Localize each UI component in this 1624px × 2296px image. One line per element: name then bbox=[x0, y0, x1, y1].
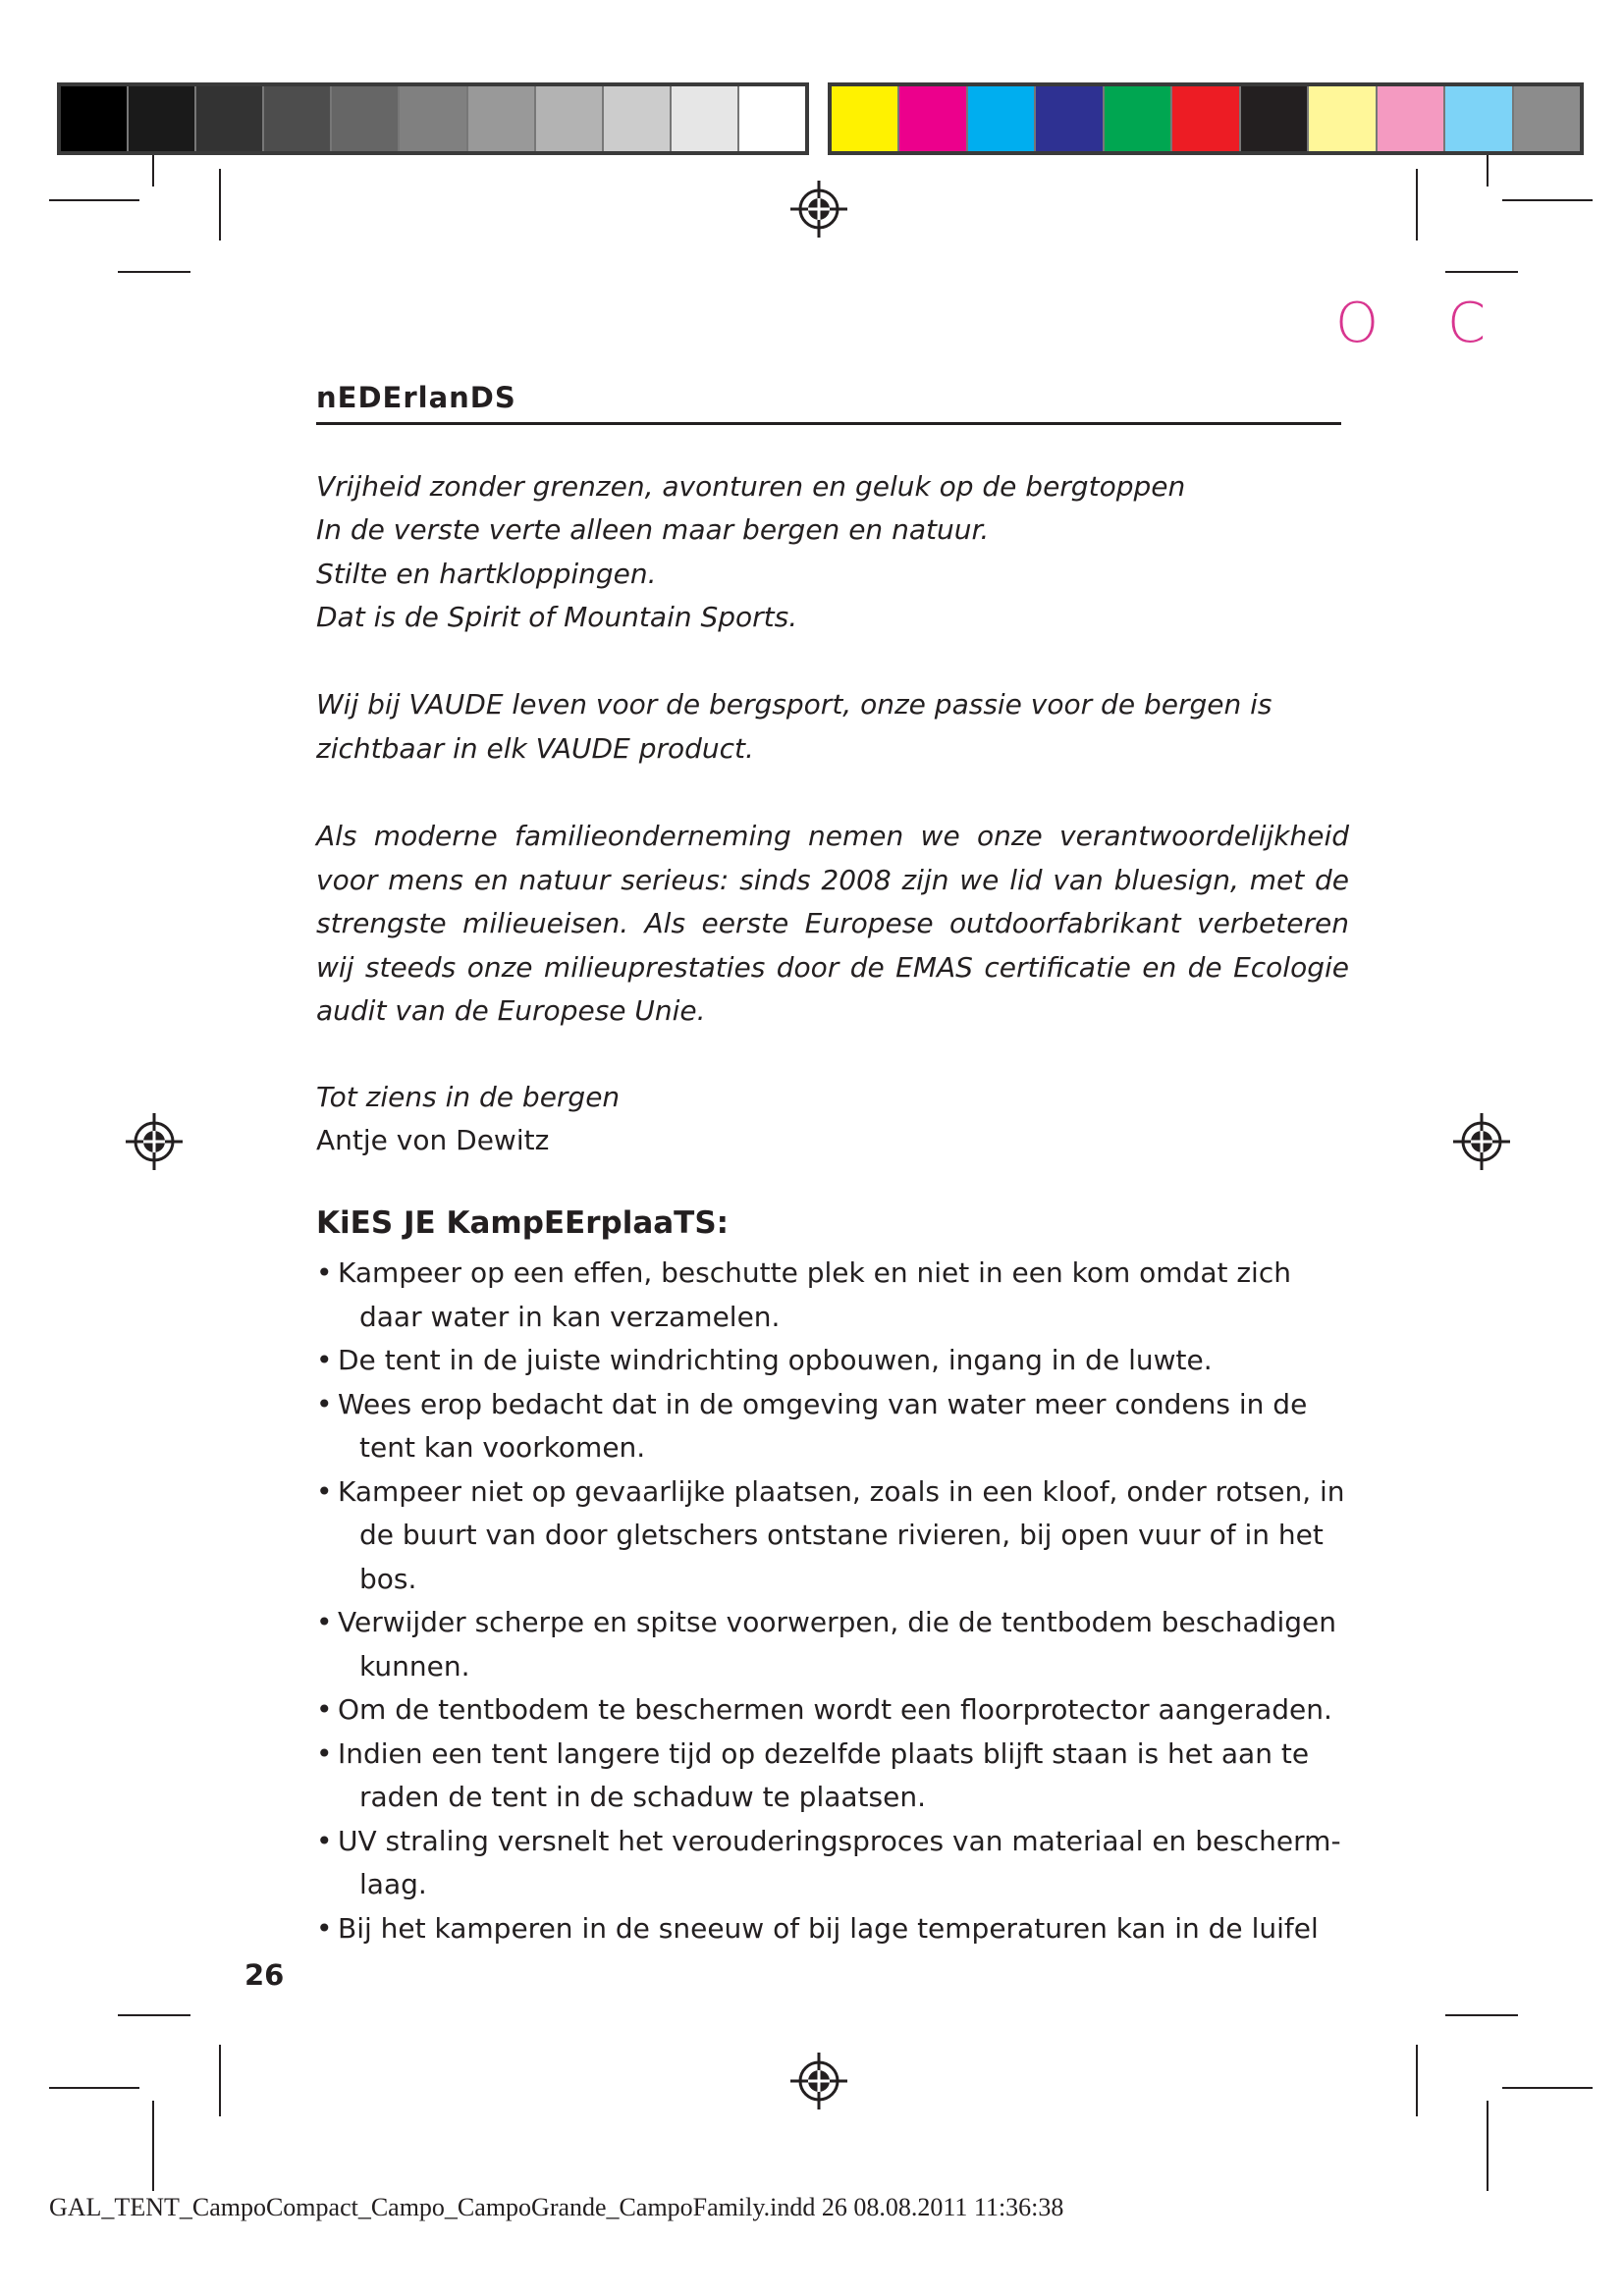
color-swatch bbox=[196, 86, 264, 151]
list-item: • Kampeer niet op gevaarlijke plaatsen, zoals in een kloof, onder rotsen, in de buurt van door gletschers ontstane rivieren, bij open vuur of in het bos. bbox=[316, 1470, 1357, 1602]
color-swatch bbox=[672, 86, 739, 151]
list-item: • Verwijder scherpe en spitse voorwerpen, die de tentbodem beschadigen kunnen. bbox=[316, 1601, 1357, 1688]
color-swatch bbox=[332, 86, 400, 151]
crop-mark bbox=[118, 2014, 190, 2016]
registration-mark-icon bbox=[1451, 1111, 1512, 1172]
color-swatch bbox=[61, 86, 129, 151]
corner-letter-o: O bbox=[1335, 292, 1380, 355]
color-swatch bbox=[1036, 86, 1104, 151]
list-item: • Kampeer op een effen, beschutte plek en niet in een kom omdat zich daar water in kan verzamelen. bbox=[316, 1252, 1357, 1339]
crop-mark bbox=[1502, 199, 1593, 201]
section-heading: nEDErlanDS bbox=[316, 381, 516, 414]
color-swatch bbox=[468, 86, 536, 151]
crop-mark bbox=[1416, 169, 1418, 240]
crop-mark bbox=[152, 2101, 154, 2191]
crop-mark bbox=[49, 199, 139, 201]
crop-mark bbox=[1487, 2101, 1489, 2191]
color-swatch bbox=[264, 86, 332, 151]
crop-mark bbox=[49, 2087, 139, 2089]
list-item: • Indien een tent langere tijd op dezelfde plaats blijft staan is het aan te raden de tent in de schaduw te plaatsen. bbox=[316, 1733, 1357, 1820]
list-item: • UV straling versnelt het verouderingsproces van materiaal en bescherm-laag. bbox=[316, 1820, 1357, 1907]
color-swatch bbox=[400, 86, 467, 151]
color-swatch bbox=[832, 86, 899, 151]
crop-mark bbox=[1445, 2014, 1518, 2016]
list-item: • Wees erop bedacht dat in de omgeving van water meer condens in de tent kan voorkomen. bbox=[316, 1383, 1357, 1470]
process-color-bar bbox=[828, 82, 1584, 155]
list-item: • De tent in de juiste windrichting opbouwen, ingang in de luwte. bbox=[316, 1339, 1357, 1383]
color-swatch bbox=[1309, 86, 1377, 151]
crop-mark bbox=[152, 155, 154, 187]
intro-line: Vrijheid zonder grenzen, avonturen en geluk op de bergtoppen bbox=[316, 470, 1186, 503]
crop-mark bbox=[1487, 155, 1489, 187]
color-swatch bbox=[1378, 86, 1445, 151]
crop-mark bbox=[219, 2045, 221, 2116]
color-swatch bbox=[536, 86, 604, 151]
registration-mark-icon bbox=[788, 2051, 849, 2111]
registration-mark-icon bbox=[788, 179, 849, 240]
signature: Antje von Dewitz bbox=[316, 1124, 550, 1156]
color-swatch bbox=[899, 86, 967, 151]
color-swatch bbox=[1105, 86, 1172, 151]
intro-line: In de verste verte alleen maar bergen en natuur. bbox=[316, 513, 990, 546]
color-swatch bbox=[1514, 86, 1580, 151]
brand-paragraph: Wij bij VAUDE leven voor de bergsport, onze passie voor de bergen is zichtbaar in elk VAUDE product. bbox=[316, 688, 1272, 765]
list-item: • Om de tentbodem te beschermen wordt een floorprotector aangeraden. bbox=[316, 1688, 1357, 1733]
heading-underline bbox=[316, 422, 1341, 425]
campsite-tips-list bbox=[316, 1252, 1357, 1950]
crop-mark bbox=[1445, 271, 1518, 273]
company-paragraph: Als moderne familieonderneming nemen we onze verantwoordelijkheid voor mens en natuur serieus: sinds 2008 zijn we lid van bluesign, met de strengste milieueisen. Als eerste Europese outdoorfabrikant verbeteren wij steeds onze milieuprestaties door de EMAS certificatie en de Ecologie audit van de Europese Unie. bbox=[316, 820, 1349, 1027]
page-number: 26 bbox=[244, 1958, 285, 1992]
color-swatch bbox=[604, 86, 672, 151]
campsite-title: KiES JE KampEErplaaTS: bbox=[316, 1205, 730, 1241]
intro-line: Dat is de Spirit of Mountain Sports. bbox=[316, 601, 798, 633]
color-swatch bbox=[1172, 86, 1240, 151]
list-item: • Bij het kamperen in de sneeuw of bij lage temperaturen kan in de luifel bbox=[316, 1907, 1357, 1951]
crop-mark bbox=[219, 169, 221, 240]
registration-mark-icon bbox=[124, 1111, 185, 1172]
crop-mark bbox=[118, 271, 190, 273]
corner-letter-c: C bbox=[1447, 292, 1487, 355]
color-swatch bbox=[968, 86, 1036, 151]
color-swatch bbox=[1241, 86, 1309, 151]
color-swatch bbox=[129, 86, 196, 151]
farewell-line: Tot ziens in de bergen bbox=[316, 1081, 621, 1113]
crop-mark bbox=[1502, 2087, 1593, 2089]
intro-line: Stilte en hartkloppingen. bbox=[316, 558, 657, 590]
color-swatch bbox=[1445, 86, 1513, 151]
grayscale-color-bar bbox=[57, 82, 809, 155]
slug-line: GAL_TENT_CampoCompact_Campo_CampoGrande_CampoFamily.indd 26 08.08.2011 11:36:38 bbox=[49, 2193, 1064, 2221]
color-swatch bbox=[739, 86, 805, 151]
crop-mark bbox=[1416, 2045, 1418, 2116]
